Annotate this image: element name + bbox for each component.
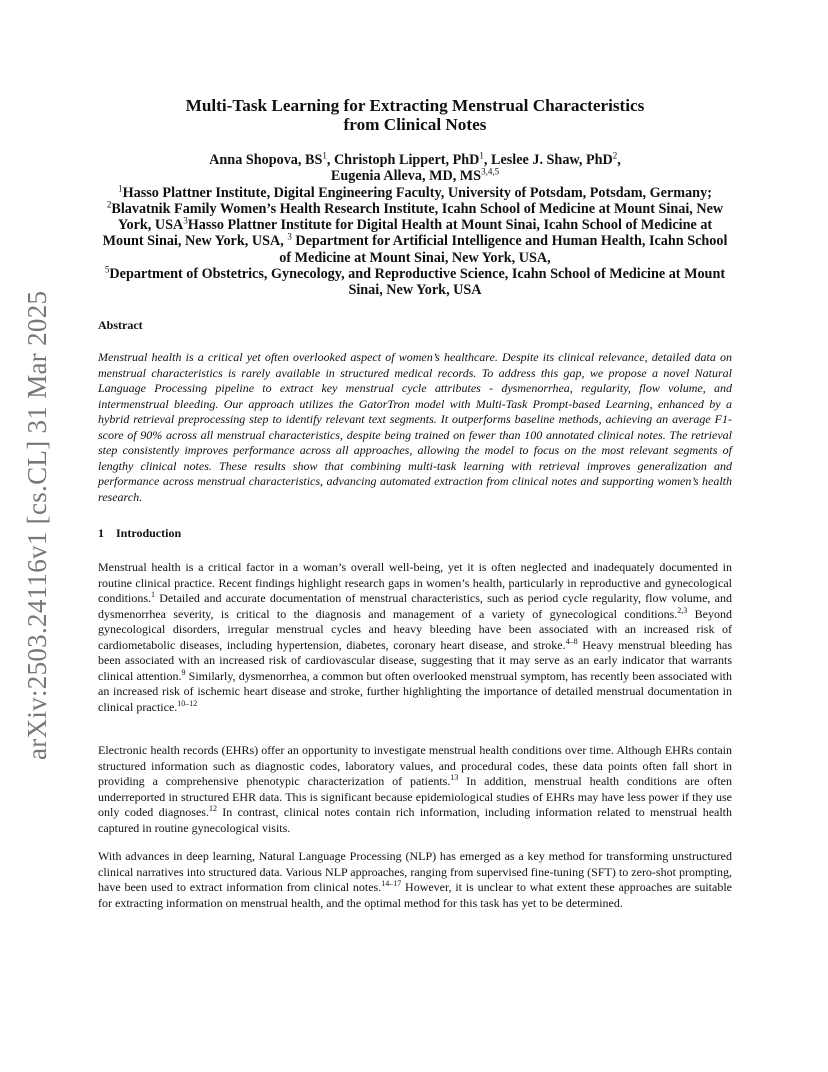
section-heading-introduction bbox=[98, 526, 181, 541]
author-affiliation-mark: 2 bbox=[612, 150, 618, 161]
author-affiliation-mark: 3,4,5 bbox=[481, 166, 500, 177]
citation-mark: 2,3 bbox=[677, 605, 688, 615]
paragraph-text: Menstrual health is a critical factor in a woman’s overall well-being, yet it is often neglected and inadequately documented in routine clinical practice. Recent findings highlight research gaps in women’s health, particularly in reproductive and gynecological conditions. bbox=[98, 560, 732, 606]
author-name: Eugenia Alleva, MD, MS bbox=[330, 168, 482, 185]
affiliation-mark: 1 bbox=[118, 182, 123, 193]
paragraph-text: In addition, menstrual health conditions are often underreported in structured EHR data. This is significant because epidemiological studies of EHRs may have less power if they use only coded diagnoses. bbox=[98, 774, 732, 820]
citation-mark: 10–12 bbox=[177, 698, 198, 708]
section-number: 1 bbox=[98, 526, 104, 540]
author-affiliation-mark: 1 bbox=[322, 150, 327, 161]
author-separator: , bbox=[617, 152, 621, 168]
paragraph-text: However, it is unclear to what extent these approaches are suitable for extracting information on menstrual health, and the optimal method for this task has yet to be determined. bbox=[98, 880, 732, 910]
introduction-paragraph-1 bbox=[98, 560, 732, 715]
affiliations bbox=[98, 182, 732, 299]
paragraph-text: Electronic health records (EHRs) offer an opportunity to investigate menstrual health conditions over time. Although EHRs contain structured information such as diagnostic codes, laboratory values, and procedural codes, these data points often fall short in providing a comprehensive phenotypic characterization of patients. bbox=[98, 743, 732, 789]
introduction-paragraph-2 bbox=[98, 743, 732, 836]
paper-title bbox=[98, 96, 732, 134]
author-name: Anna Shopova, BS bbox=[209, 152, 323, 168]
title-line-1: Multi-Task Learning for Extracting Menstrual Characteristics bbox=[185, 96, 645, 115]
affiliation-mark: 3 bbox=[183, 215, 188, 226]
author-list bbox=[98, 152, 732, 185]
abstract-heading: Abstract bbox=[98, 318, 143, 332]
affiliation-mark: 3 bbox=[287, 231, 292, 242]
affiliation-text: Hasso Plattner Institute, Digital Engineering Faculty, University of Potsdam, Potsdam, Germany; bbox=[122, 184, 712, 201]
affiliation-mark: 2 bbox=[106, 199, 112, 210]
affiliation-text: Department for Artificial Intelligence and Human Health, Icahn School of Medicine at Mount Sinai, New York, USA, bbox=[279, 233, 728, 266]
title-line-2: from Clinical Notes bbox=[343, 115, 487, 134]
affiliation-text: Hasso Plattner Institute for Digital Health at Mount Sinai, Icahn School of Medicine at Mount Sinai, New York, USA, bbox=[102, 217, 713, 250]
abstract-text: Menstrual health is a critical yet often overlooked aspect of women’s healthcare. Despite its clinical relevance, detailed data on menstrual characteristics is rarely available in structured medical records. To address this gap, we propose a novel Natural Language Processing pipeline to extract key menstrual cycle attributes - dysmenorrhea, regularity, flow volume, and intermenstrual bleeding. Our approach utilizes the GatorTron model with Multi-Task Prompt-based Learning, enhanced by a hybrid retrieval preprocessing step to identify relevant text segments. It outperforms baseline methods, achieving an average F1-score of 90% across all menstrual characteristics, despite being trained on fewer than 100 annotated clinical notes. The retrieval step consistently improves performance across all approaches, allowing the model to focus on the most relevant segments of lengthy clinical notes. These results show that combining multi-task learning with retrieval improves generalization and performance across menstrual characteristics, advancing automated extraction from clinical notes and supporting women’s health research. bbox=[98, 350, 732, 504]
paragraph-text: Beyond gynecological disorders, irregular menstrual cycles and heavy bleeding have been associated with an increased risk of cardiometabolic diseases, including hypertension, diabetes, coronary heart disease, and stroke. bbox=[98, 606, 732, 652]
citation-mark: 1 bbox=[151, 590, 155, 600]
affiliation-mark: 5 bbox=[104, 264, 110, 275]
paragraph-text: Detailed and accurate documentation of menstrual characteristics, such as period cycle regularity, flow volume, and dysmenorrhea severity, is critical to the diagnosis and management of a variety of gynecological conditions. bbox=[98, 591, 732, 621]
paragraph-text: With advances in deep learning, Natural Language Processing (NLP) has emerged as a key method for transforming unstructured clinical narratives into structured data. Various NLP approaches, ranging from supervised fine-tuning (SFT) to zero-shot prompting, have been used to extract information from clinical notes. bbox=[98, 849, 732, 895]
affiliation-text: Department of Obstetrics, Gynecology, and Reproductive Science, Icahn School of Medicine at Mount Sinai, New York, USA bbox=[109, 266, 726, 299]
section-title: Introduction bbox=[116, 526, 182, 540]
paragraph-text: Heavy menstrual bleeding has been associated with an increased risk of cardiovascular disease, suggesting that it may serve as an early indicator that warrants clinical attention. bbox=[98, 637, 732, 683]
author-affiliation-mark: 1 bbox=[479, 150, 484, 161]
author-block bbox=[98, 152, 732, 299]
paragraph-text: Similarly, dysmenorrhea, a common but often overlooked menstrual symptom, has recently been associated with an increased risk of ischemic heart disease and stroke, further highlighting the importance of detailed menstrual documentation in clinical practice. bbox=[98, 668, 732, 714]
affiliation-text: Blavatnik Family Women’s Health Research Institute, Icahn School of Medicine at Mount Sinai, New York, USA bbox=[111, 200, 724, 234]
citation-mark: 9 bbox=[181, 667, 186, 677]
author-name: , Christoph Lippert, PhD bbox=[326, 152, 480, 168]
citation-mark: 13 bbox=[450, 773, 459, 783]
author-name: , Leslee J. Shaw, PhD bbox=[483, 152, 613, 168]
citation-mark: 4–8 bbox=[565, 636, 578, 646]
arxiv-identifier[interactable]: arXiv:2503.24116v1 [cs.CL] 31 Mar 2025 bbox=[22, 290, 52, 760]
introduction-paragraph-3 bbox=[98, 849, 732, 911]
citation-mark: 14–17 bbox=[381, 879, 402, 889]
citation-mark: 12 bbox=[208, 804, 217, 814]
paragraph-text: In contrast, clinical notes contain rich information, including information related to menstrual health captured in routine gynecological visits. bbox=[98, 805, 733, 835]
